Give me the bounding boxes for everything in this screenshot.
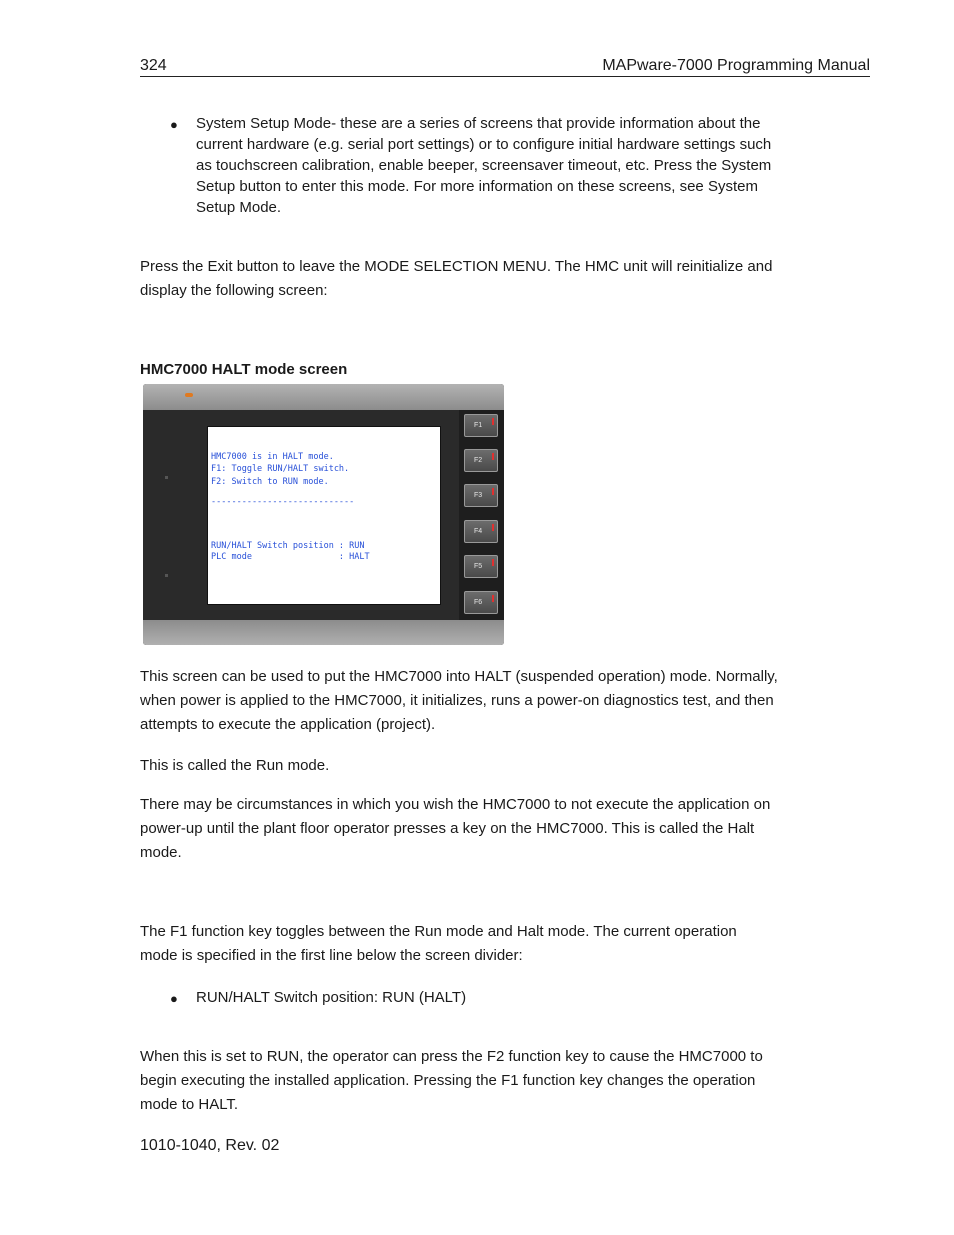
screw-icon (165, 574, 168, 577)
text-line: Setup button to enter this mode. For more information on these screens, see System (196, 178, 758, 195)
key-label: F2 (474, 457, 483, 464)
screen-line-f1: F1: Toggle RUN/HALT switch. (211, 464, 350, 474)
header-rule (140, 76, 870, 77)
paragraph-f1-toggle (140, 920, 820, 968)
text-line: This is called the Run mode. (140, 757, 330, 774)
lcd-screen (207, 426, 441, 605)
text-line: display the following screen: (140, 282, 328, 299)
text-line: There may be circumstances in which you wish the HMC7000 to not execute the application on (140, 796, 771, 813)
screen-line-status: HMC7000 is in HALT mode. (211, 452, 334, 462)
indicator-led-icon (492, 418, 494, 425)
text-line: when power is applied to the HMC7000, it initializes, runs a power-on diagnostics test, and then (140, 692, 774, 709)
screen-line-plc-mode: PLC mode : HALT (211, 552, 370, 562)
text-line: attempts to execute the application (project). (140, 716, 436, 733)
f4-key-button[interactable] (464, 520, 498, 543)
key-label: F6 (474, 599, 483, 606)
device-bezel-bottom (143, 620, 504, 645)
hmc-device-image (143, 384, 504, 645)
paragraph-halt-mode (140, 665, 820, 737)
f6-key-button[interactable] (464, 591, 498, 614)
text-line: mode to HALT. (140, 1096, 239, 1113)
indicator-led-icon (492, 595, 494, 602)
paragraph-exit (140, 255, 820, 303)
key-label: F1 (474, 422, 483, 429)
text-line: as touchscreen calibration, enable beeper, screensaver timeout, etc. Press the System (196, 157, 772, 174)
device-bezel-top (143, 384, 504, 410)
screen-divider: ---------------------------- (211, 497, 355, 507)
key-label: F5 (474, 563, 483, 570)
f5-key-button[interactable] (464, 555, 498, 578)
indicator-led-icon (492, 488, 494, 495)
figure-caption: HMC7000 HALT mode screen (140, 361, 348, 378)
f2-key-button[interactable] (464, 449, 498, 472)
text-line: When this is set to RUN, the operator can press the F2 function key to cause the HMC7000 to (140, 1048, 763, 1065)
device-key-panel (459, 410, 504, 620)
text-line: The F1 function key toggles between the Run mode and Halt mode. The current operation (140, 923, 737, 940)
text-line: RUN/HALT Switch position: RUN (HALT) (196, 989, 467, 1006)
bullet-system-setup (196, 113, 816, 218)
document-revision: 1010-1040, Rev. 02 (140, 1137, 280, 1154)
indicator-led-icon (492, 559, 494, 566)
paragraph-circumstances (140, 793, 820, 865)
bullet-switch-position (196, 987, 816, 1008)
screw-icon (165, 476, 168, 479)
text-line: mode. (140, 844, 182, 861)
text-line: power-up until the plant floor operator presses a key on the HMC7000. This is called the Halt (140, 820, 755, 837)
bullet-marker: ● (170, 991, 178, 1006)
paragraph-run-mode (140, 754, 820, 778)
screen-line-f2: F2: Switch to RUN mode. (211, 477, 329, 487)
screen-line-switch-position: RUN/HALT Switch position : RUN (211, 541, 365, 551)
key-label: F3 (474, 492, 483, 499)
manual-title: MAPware-7000 Programming Manual (602, 57, 870, 74)
f3-key-button[interactable] (464, 484, 498, 507)
text-line: Setup Mode. (196, 199, 282, 216)
page-number: 324 (140, 57, 167, 74)
power-led-icon (185, 393, 193, 397)
text-line: System Setup Mode- these are a series of screens that provide information about the (196, 115, 761, 132)
text-line: begin executing the installed application. Pressing the F1 function key changes the operation (140, 1072, 756, 1089)
key-label: F4 (474, 528, 483, 535)
bullet-marker: ● (170, 117, 178, 132)
text-line: This screen can be used to put the HMC7000 into HALT (suspended operation) mode. Normally, (140, 668, 778, 685)
indicator-led-icon (492, 524, 494, 531)
text-line: current hardware (e.g. serial port settings) or to configure initial hardware settings such (196, 136, 772, 153)
f1-key-button[interactable] (464, 414, 498, 437)
paragraph-run-set (140, 1045, 820, 1117)
text-line: Press the Exit button to leave the MODE SELECTION MENU. The HMC unit will reinitialize and (140, 258, 773, 275)
text-line: mode is specified in the first line below the screen divider: (140, 947, 523, 964)
indicator-led-icon (492, 453, 494, 460)
